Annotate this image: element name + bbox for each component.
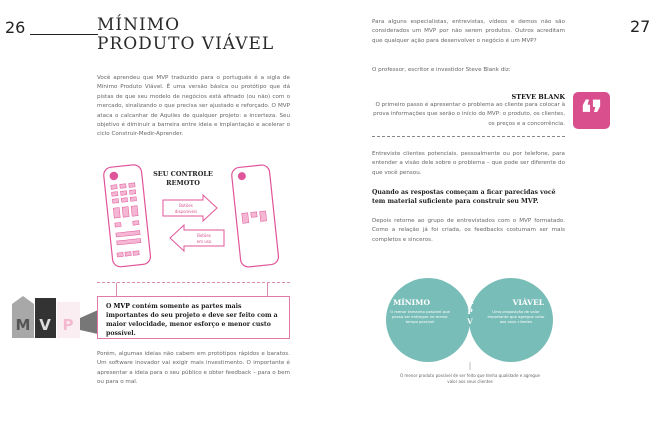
- center-letter: P: [467, 307, 473, 316]
- svg-text:M: M: [15, 316, 31, 334]
- svg-text:P: P: [62, 316, 74, 334]
- page-title: [97, 16, 274, 54]
- paragraph-4: Depois retorne ao grupo de entrevistados com o MVP formatado. Como a relação já foi criada, os feedbacks costumam ser mais completos e sinceros.: [372, 218, 565, 243]
- divider: [97, 282, 290, 283]
- highlight-prefix: O: [106, 303, 114, 310]
- center-letter: M: [466, 297, 474, 306]
- quote-author: STEVE BLANK: [511, 93, 565, 101]
- venn-caption: O menor produto possível de ser feito que tenha qualidade e agregue valor aos seus clientes: [400, 373, 540, 384]
- connector: [267, 283, 268, 297]
- connector: [116, 283, 117, 297]
- venn-left-title: MÍNIMO: [393, 298, 431, 307]
- paragraph-1: Para alguns especialistas, entrevistas, vídeos e demos não são considerados um MVP por não serem produtos. Outros acreditam que qualquer ação para desenvolver o negócio é um MVP?: [372, 19, 565, 44]
- svg-text:Botões: Botões: [179, 203, 193, 208]
- highlight-text: contém somente as partes mais importantes do seu projeto e deve ser feito com a maior velocidade, menor esforço e menor custo possível.: [106, 303, 278, 337]
- highlight-mvp: MVP: [113, 303, 130, 310]
- venn-left-text: O menor tamanho possível que possa ser entregue no menor tempo possível: [390, 309, 450, 324]
- remote-illustration: [100, 160, 300, 270]
- bold-statement: Quando as respostas começam a ficar parecidas você tem material suficiente para construir seu MVP.: [372, 189, 556, 205]
- page-number-right: 27: [630, 17, 651, 36]
- title-rule: [30, 34, 98, 35]
- svg-text:V: V: [39, 316, 51, 334]
- venn-right-title: VIÁVEL: [512, 298, 544, 307]
- mvp-logo: [8, 294, 98, 340]
- venn-center-letters: [464, 297, 476, 327]
- center-letter: V: [467, 317, 473, 326]
- title-line-1: MÍNIMO: [97, 15, 181, 35]
- title-line-2: PRODUTO VIÁVEL: [97, 34, 275, 54]
- arrow-right-icon: [163, 195, 217, 221]
- illustration-title-1: SEU CONTROLE: [153, 170, 213, 178]
- quote-icon: ❛❜: [573, 92, 610, 129]
- paragraph-3: Entreviste clientes potenciais, pessoalmente ou por telefone, para entender a visão dele sobre o problema – que pode ser diferente do que você pensou.: [372, 151, 565, 176]
- paragraph-2: O professor, escritor e investidor Steve Blank diz:: [372, 67, 511, 73]
- closing-paragraph: Porém, algumas ideias não cabem em protótipos rápidos e baratos. Um software inovador vai exigir mais investimento. O importante é apresentar a ideia para o seu público e obter feedback – para o bem ou para o mal.: [97, 351, 290, 386]
- svg-text:disponíveis: disponíveis: [174, 209, 198, 214]
- quote-text: O primeiro passo é apresentar o problema ao cliente para colocar à prova informações que serão o início do MVP: o produto, os clientes, os preços e a concorrência.: [373, 102, 565, 127]
- intro-paragraph: Você aprendeu que MVP traduzido para o português é a sigla de Mínimo Produto Viável. É uma versão básica ou protótipo que dá pistas de que seu modelo de negócios está afinado (ou não) com o mercado, sinalizando o que precisa ser ajustado e reforçado. O MVP ataca o calcanhar de Aquiles de qualquer projeto: a incerteza. Seu objetivo é diminuir a barreira entre ideia e implantação e acelerar o ciclo Construir-Medir-Aprender.: [97, 75, 290, 138]
- svg-text:Botões: Botões: [197, 233, 211, 238]
- venn-right-text: Uma proposição de valor importante que agregue valor aos seus clientes: [487, 309, 545, 324]
- arrow-left-icon: [170, 225, 224, 251]
- highlight-box: [97, 296, 290, 339]
- page-number-left: 26: [5, 18, 26, 37]
- quote-divider: [372, 136, 565, 137]
- illustration-title-2: REMOTO: [166, 179, 200, 187]
- svg-text:em uso: em uso: [196, 239, 212, 244]
